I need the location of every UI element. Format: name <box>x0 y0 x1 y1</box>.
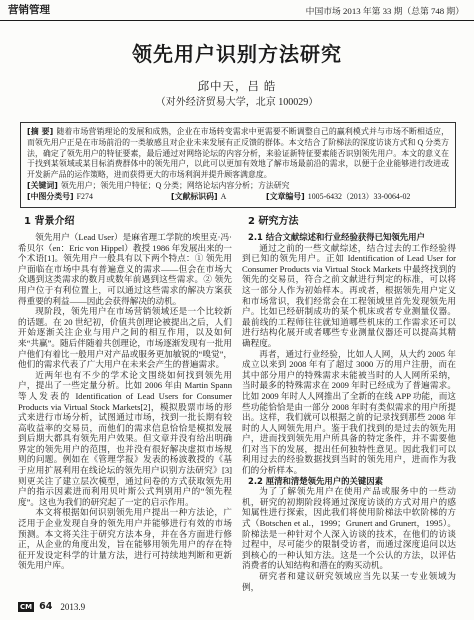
clc-value: F274 <box>76 191 93 201</box>
body-paragraph: 为了了解领先用户在使用产品或服务中的一些动机，研究的初期阶段将通过深度访谈的方式对用户的感知属性进行探索，因此我们将使用阶梯法中软阶梯的方式（Botschen et al.，1999；Grunert and Grunert，1995）。阶梯法是一种针对个人深入访谈的技术，在他们的访谈过程中，尽可能少的限制受访者，而通过深度追问以达到核心的一种认知方法。这是一个公认的方法，以评估消费者的认知结构和潜在的购买动机。 <box>242 486 456 571</box>
keywords-label: [关键词] <box>27 180 58 190</box>
abstract-label: [摘 要] <box>27 127 54 136</box>
clc-number <box>27 192 171 203</box>
body-paragraph: 研究者和建议研究领域应当先以某一专业领域为例， <box>242 571 456 592</box>
article-number-value: 1005-6432（2013）33-0064-02 <box>307 191 411 201</box>
running-header <box>0 0 474 21</box>
right-column <box>242 216 456 592</box>
journal-issue: 中国市场 2013 年第 33 期（总第 748 期） <box>305 6 464 16</box>
document-code-value: A <box>220 191 227 201</box>
author-affiliation: （对外经济贸易大学，北京 100029） <box>155 97 319 108</box>
article-authors: 邱中天，吕 皓 <box>197 81 277 93</box>
abstract-paragraph <box>27 127 449 181</box>
body-paragraph: 通过之前的一些文献综述，结合过去的工作经验得到已知的领先用户。正如 Identification of Lead User for Consumer Products via Virtual Stock Markets 中最终找到的领先的交易员，符合之前文献进行判定的标准，可以将这一部分人作为初始样本。再或者，根据领先用户定义和市场常识，我们经常会在工程领域里首先发现领先用户。比如已经研制成功的某个机床或者专业测量仪器。最前线的工程师往往就知道哪些机床的工作需求还可以进行结构化展开或者哪些专业测量仪器还可以提高其精确程度。 <box>242 242 456 348</box>
body-paragraph: 近两年也有不少的学术论文围绕如何找到领先用户，提出了一些定量分析。比如 2006 年由 Martin Spann 等人发表的 Identification of Lead Users for Consumer Products via Virtual Stock Markets[2]，模拟股票市场的形式来进行市场分析，试图通过市场，找到一批长期有较高收益率的交易员，而他们的需求信息恰恰是模拟发展到后期大都具有领先用户效果。但文章并没有给出明确界定的领先用户的范围，也并没有很好解决虚拟市场规则的问题。例如在《管理学报》发表的杨波教授的《基于应用扩展利用在线论坛的领先用户识别方法研究》[3] 则更关注了建立层次模型，通过问卷的方式获取领先用户的指示因素进而利用贝叶斯公式判别用户的“领先程度”。这也为我们的研究起了一定的启示作用。 <box>18 369 232 507</box>
abstract-text: 随着市场营销理论的发展和成熟，企业在市场转变需求中更需要不断调整自己的赢利模式并与市场不断相适应，而领先用户正是在市场前沿的一类敏感且对企业未来发展有正反馈的群体。本文结合了阶梯法的深度访谈方式和 Q 分类方法，确定了领先用户的特征要素，最后通过对网络论坛的内容分析，来验证新特征要素能否识别领先用户。本文的意义在于找到某领域或某目标消费群体中的领先用户，以此可以更加有效地了解市场最前沿的需求，以便于企业能够进行改进或开发新产品的运作策略，进而获得更大的市场利润并提升顾客满意度。 <box>27 127 449 180</box>
issue-date: 2013.9 <box>60 602 86 612</box>
body-paragraph: 本文将根据如何识别领先用户提出一种方法论，广泛用于企业发现自身的领先用户并能够进行有效的市场预测。本文将关注于研究方法本身，并在各方面进行修正，从企业的角度出发，旨在能够用领先用户的存在特征开发设定科学的计量方法，进行可持续地判断和更新领先用户库。 <box>18 507 232 571</box>
subsection-heading-2-1: 2.1 结合文献综述和行业经验获得已知领先用户 <box>248 232 425 242</box>
subsection-heading-2-2: 2.2 厘清和清楚领先用户的关键因素 <box>248 475 384 486</box>
section-label: 营销管理 <box>8 4 50 16</box>
section-heading-background: 1 背景介绍 <box>24 216 75 227</box>
clc-label: [中图分类号] <box>27 191 74 201</box>
journal-logo: CM <box>20 603 33 611</box>
document-code-label: [文献标识码] <box>171 191 218 201</box>
article-number <box>266 192 410 203</box>
section-heading-methods: 2 研究方法 <box>248 216 299 227</box>
abstract-box <box>20 122 456 208</box>
classification-line <box>27 192 449 203</box>
keywords-line <box>27 181 449 192</box>
page-number: 64 <box>39 601 53 612</box>
keywords-text: 领先用户；领先用户特征；Q 分类；网络论坛内容分析；方法研究 <box>60 180 290 190</box>
page-footer <box>18 601 85 613</box>
document-code <box>171 192 266 203</box>
body-paragraph: 领先用户（Lead User）是麻省理工学院的埃里克·冯·希贝尔（en：Eric von Hippel）教授 1986 年发展出来的一个术语[1]。领先用户一般具有以下两个特点：① 领先用户面临在市场中具有普遍意义的需求——但会在市场大众遇到这类需求的数月或数年前遇到这些需求。② 领先用户位于有利位置上，可以通过这些需求的解决方案获得重要的利益——因此会获得解决的动机。 <box>18 232 232 306</box>
article-title: 领先用户识别方法研究 <box>132 42 342 66</box>
body-paragraph: 现阶段，领先用户在市场营销领域还是一个比较新的话题。在 20 世纪初，价值共创理论被提出之后，人们开始逐渐关注企业与用户之间的相互作用，以及如何来“共赢”。随后伴随着共创理论，市场逐渐发现有一批用户他们有着比一般用户对产品或服务更加敏锐的“嗅觉”，他们的需求代表了广大用户在未来会产生的普遍需求。 <box>18 306 232 370</box>
body-paragraph: 再者，通过行业经验，比如人人网，从大约 2005 年成立以来到 2008 年有了超过 3000 万的用户注册，而在其中部分用户的特殊需求未能被当时的人人网所采纳，当时最多的特殊需求在 2009 年时已经成为了普遍需求。比如 2009 年时人人网推出了全新的在线 APP 功能，而这些功能恰恰是由一部分 2008 年时有类似需求的用户所提出。这样，我们就可以根据之前的记录找到那些 2008 年时的人人网领先用户。鉴于我们找到的是过去的领先用户，进而找到领先用户所具备的特定条件，并不需要他们对当下的发展，提出任何独特性意见。因此我们可以利用过去的经验数据找到当时的领先用户，进而作为我们的分析样本。 <box>242 348 456 476</box>
left-column <box>18 216 232 571</box>
article-number-label: [文章编号] <box>266 191 305 201</box>
